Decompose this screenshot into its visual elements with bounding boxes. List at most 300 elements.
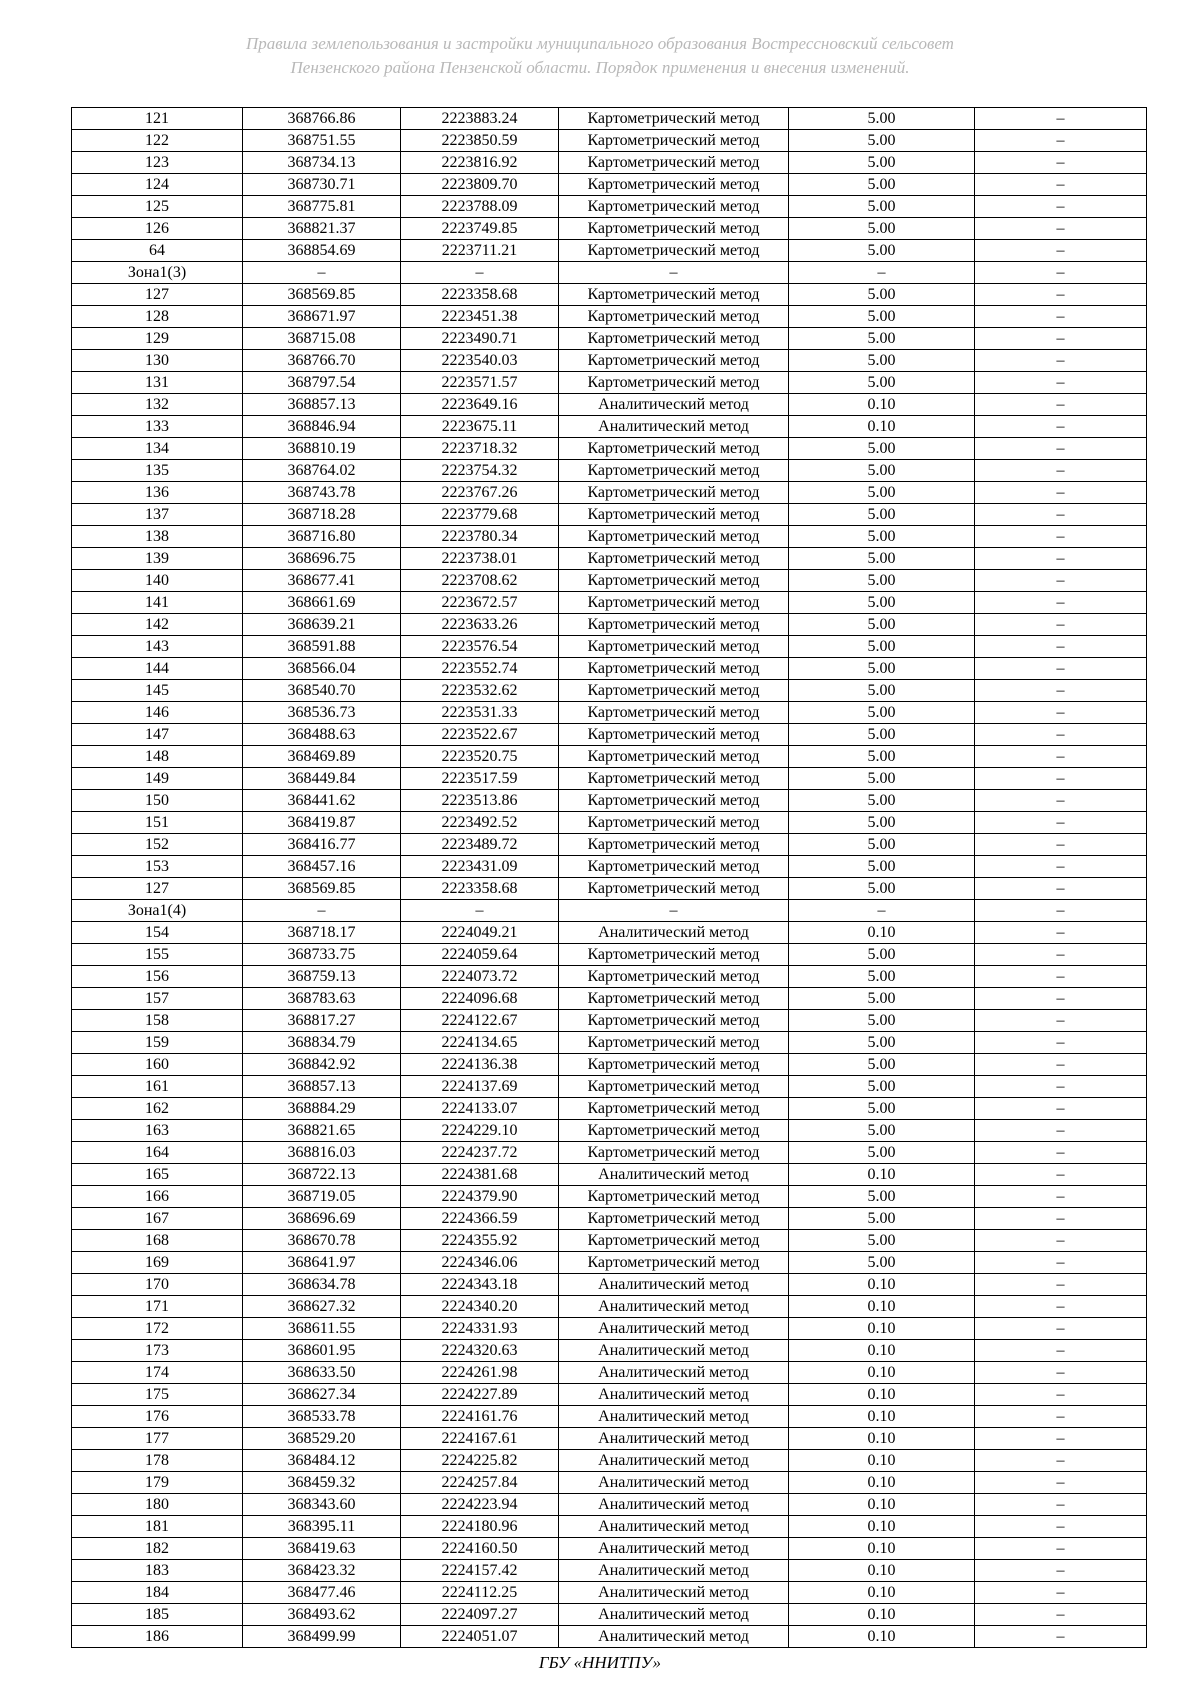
x-coordinate-cell: 368634.78 [243,1274,401,1296]
x-coordinate-cell: 368499.99 [243,1626,401,1648]
point-number-cell: 139 [72,548,243,570]
description-cell: – [975,1472,1147,1494]
y-coordinate-cell: 2223576.54 [401,636,559,658]
table-row [72,812,1147,834]
accuracy-cell: 5.00 [789,196,975,218]
y-coordinate-cell: 2223492.52 [401,812,559,834]
y-coordinate-cell: 2223571.57 [401,372,559,394]
point-number-cell: 183 [72,1560,243,1582]
table-row [72,1516,1147,1538]
description-cell: – [975,1516,1147,1538]
method-cell: Картометрический метод [559,526,789,548]
method-cell: Картометрический метод [559,856,789,878]
table-row [72,834,1147,856]
description-cell: – [975,394,1147,416]
description-cell: – [975,834,1147,856]
x-coordinate-cell: – [243,262,401,284]
description-cell: – [975,460,1147,482]
table-row [72,1230,1147,1252]
y-coordinate-cell: 2224112.25 [401,1582,559,1604]
x-coordinate-cell: 368842.92 [243,1054,401,1076]
point-number-cell: 142 [72,614,243,636]
point-number-cell: 127 [72,878,243,900]
method-cell: Картометрический метод [559,812,789,834]
accuracy-cell: 5.00 [789,1098,975,1120]
accuracy-cell: 5.00 [789,350,975,372]
accuracy-cell: 0.10 [789,416,975,438]
accuracy-cell: 0.10 [789,1538,975,1560]
table-row [72,1560,1147,1582]
description-cell: – [975,636,1147,658]
description-cell: – [975,548,1147,570]
description-cell: – [975,1428,1147,1450]
accuracy-cell: 5.00 [789,152,975,174]
y-coordinate-cell: 2224180.96 [401,1516,559,1538]
x-coordinate-cell: 368821.65 [243,1120,401,1142]
table-row [72,1494,1147,1516]
y-coordinate-cell: 2224331.93 [401,1318,559,1340]
y-coordinate-cell: 2223649.16 [401,394,559,416]
method-cell: Аналитический метод [559,1494,789,1516]
y-coordinate-cell: 2223850.59 [401,130,559,152]
point-number-cell: 64 [72,240,243,262]
x-coordinate-cell: 368627.32 [243,1296,401,1318]
x-coordinate-cell: 368671.97 [243,306,401,328]
y-coordinate-cell: 2224167.61 [401,1428,559,1450]
y-coordinate-cell: 2223358.68 [401,878,559,900]
point-number-cell: 144 [72,658,243,680]
table-row [72,1362,1147,1384]
table-row [72,1472,1147,1494]
table-row [72,240,1147,262]
x-coordinate-cell: 368449.84 [243,768,401,790]
table-row [72,130,1147,152]
method-cell: Картометрический метод [559,680,789,702]
method-cell: Картометрический метод [559,988,789,1010]
x-coordinate-cell: 368854.69 [243,240,401,262]
description-cell: – [975,152,1147,174]
x-coordinate-cell: 368670.78 [243,1230,401,1252]
y-coordinate-cell: 2224133.07 [401,1098,559,1120]
x-coordinate-cell: 368696.75 [243,548,401,570]
description-cell: – [975,1538,1147,1560]
y-coordinate-cell: 2223767.26 [401,482,559,504]
y-coordinate-cell: 2223490.71 [401,328,559,350]
table-row [72,394,1147,416]
table-row [72,548,1147,570]
point-number-cell: 158 [72,1010,243,1032]
description-cell: – [975,1582,1147,1604]
method-cell: Картометрический метод [559,1032,789,1054]
accuracy-cell: 5.00 [789,680,975,702]
point-number-cell: 161 [72,1076,243,1098]
accuracy-cell: 5.00 [789,1076,975,1098]
accuracy-cell: 5.00 [789,1032,975,1054]
table-row [72,900,1147,922]
point-number-cell: 122 [72,130,243,152]
method-cell: Картометрический метод [559,130,789,152]
table-row [72,218,1147,240]
y-coordinate-cell: 2223540.03 [401,350,559,372]
x-coordinate-cell: 368566.04 [243,658,401,680]
accuracy-cell: 5.00 [789,966,975,988]
y-coordinate-cell: 2224261.98 [401,1362,559,1384]
point-number-cell: 155 [72,944,243,966]
point-number-cell: 174 [72,1362,243,1384]
point-number-cell: 157 [72,988,243,1010]
x-coordinate-cell: 368759.13 [243,966,401,988]
accuracy-cell: 5.00 [789,856,975,878]
x-coordinate-cell: 368722.13 [243,1164,401,1186]
x-coordinate-cell: 368857.13 [243,1076,401,1098]
point-number-cell: 181 [72,1516,243,1538]
table-row [72,1164,1147,1186]
table-row [72,944,1147,966]
x-coordinate-cell: 368419.63 [243,1538,401,1560]
y-coordinate-cell: 2224096.68 [401,988,559,1010]
table-row [72,680,1147,702]
point-number-cell: 127 [72,284,243,306]
point-number-cell: 153 [72,856,243,878]
y-coordinate-cell: 2224137.69 [401,1076,559,1098]
method-cell: Картометрический метод [559,1230,789,1252]
y-coordinate-cell: 2223552.74 [401,658,559,680]
table-row [72,966,1147,988]
method-cell: Картометрический метод [559,592,789,614]
point-number-cell: 177 [72,1428,243,1450]
x-coordinate-cell: 368469.89 [243,746,401,768]
method-cell: Картометрический метод [559,702,789,724]
point-number-cell: 167 [72,1208,243,1230]
table-row [72,1252,1147,1274]
method-cell: Аналитический метод [559,1472,789,1494]
point-number-cell: 149 [72,768,243,790]
y-coordinate-cell: 2223489.72 [401,834,559,856]
accuracy-cell: 5.00 [789,1208,975,1230]
accuracy-cell: 5.00 [789,174,975,196]
method-cell: Картометрический метод [559,548,789,570]
x-coordinate-cell: 368627.34 [243,1384,401,1406]
method-cell: Аналитический метод [559,1516,789,1538]
table-row [72,526,1147,548]
point-number-cell: 132 [72,394,243,416]
y-coordinate-cell: 2224049.21 [401,922,559,944]
x-coordinate-cell: 368733.75 [243,944,401,966]
point-number-cell: 179 [72,1472,243,1494]
y-coordinate-cell: 2223809.70 [401,174,559,196]
description-cell: – [975,1406,1147,1428]
y-coordinate-cell: 2224366.59 [401,1208,559,1230]
accuracy-cell: 5.00 [789,306,975,328]
method-cell: Картометрический метод [559,768,789,790]
x-coordinate-cell: 368477.46 [243,1582,401,1604]
method-cell: Картометрический метод [559,966,789,988]
table-row [72,1120,1147,1142]
method-cell: Аналитический метод [559,1296,789,1318]
table-row [72,658,1147,680]
point-number-cell: 172 [72,1318,243,1340]
description-cell: – [975,1230,1147,1252]
method-cell: Картометрический метод [559,878,789,900]
y-coordinate-cell: 2224097.27 [401,1604,559,1626]
table-row [72,108,1147,130]
description-cell: – [975,1208,1147,1230]
x-coordinate-cell: 368484.12 [243,1450,401,1472]
description-cell: – [975,262,1147,284]
description-cell: – [975,416,1147,438]
x-coordinate-cell: 368416.77 [243,834,401,856]
accuracy-cell: 0.10 [789,1450,975,1472]
x-coordinate-cell: 368343.60 [243,1494,401,1516]
method-cell: Аналитический метод [559,1450,789,1472]
accuracy-cell: 5.00 [789,1054,975,1076]
point-number-cell: 171 [72,1296,243,1318]
y-coordinate-cell: 2224237.72 [401,1142,559,1164]
y-coordinate-cell: 2224343.18 [401,1274,559,1296]
method-cell: Картометрический метод [559,658,789,680]
table-row [72,1450,1147,1472]
method-cell: Аналитический метод [559,1340,789,1362]
description-cell: – [975,1604,1147,1626]
y-coordinate-cell: 2223754.32 [401,460,559,482]
description-cell: – [975,1252,1147,1274]
point-number-cell: 141 [72,592,243,614]
method-cell: Картометрический метод [559,196,789,218]
method-cell: Картометрический метод [559,1054,789,1076]
x-coordinate-cell: 368783.63 [243,988,401,1010]
accuracy-cell: 5.00 [789,438,975,460]
point-number-cell: 135 [72,460,243,482]
table-row [72,1384,1147,1406]
description-cell: – [975,702,1147,724]
table-row [72,1428,1147,1450]
table-row [72,1032,1147,1054]
y-coordinate-cell: 2224340.20 [401,1296,559,1318]
table-row [72,350,1147,372]
header-line-2: Пензенского района Пензенской области. Порядок применения и внесения изменений. [290,58,910,77]
y-coordinate-cell: 2223708.62 [401,570,559,592]
table-row [72,1340,1147,1362]
accuracy-cell: 5.00 [789,834,975,856]
table-row [72,1098,1147,1120]
description-cell: – [975,130,1147,152]
point-number-cell: 123 [72,152,243,174]
point-number-cell: 163 [72,1120,243,1142]
y-coordinate-cell: – [401,262,559,284]
description-cell: – [975,1098,1147,1120]
table-row [72,1208,1147,1230]
y-coordinate-cell: 2224051.07 [401,1626,559,1648]
accuracy-cell: – [789,262,975,284]
point-number-cell: 168 [72,1230,243,1252]
x-coordinate-cell: 368540.70 [243,680,401,702]
method-cell: – [559,900,789,922]
x-coordinate-cell: 368719.05 [243,1186,401,1208]
accuracy-cell: 5.00 [789,878,975,900]
table-row [72,790,1147,812]
point-number-cell: 131 [72,372,243,394]
y-coordinate-cell: 2223517.59 [401,768,559,790]
method-cell: Картометрический метод [559,1208,789,1230]
point-number-cell: 138 [72,526,243,548]
method-cell: Картометрический метод [559,174,789,196]
y-coordinate-cell: 2223451.38 [401,306,559,328]
point-number-cell: 154 [72,922,243,944]
x-coordinate-cell: 368764.02 [243,460,401,482]
table-row [72,284,1147,306]
y-coordinate-cell: 2223738.01 [401,548,559,570]
table-row [72,372,1147,394]
x-coordinate-cell: 368766.86 [243,108,401,130]
accuracy-cell: 5.00 [789,812,975,834]
description-cell: – [975,900,1147,922]
point-number-cell: 137 [72,504,243,526]
method-cell: Картометрический метод [559,1076,789,1098]
point-number-cell: 180 [72,1494,243,1516]
method-cell: Аналитический метод [559,1274,789,1296]
y-coordinate-cell: 2223780.34 [401,526,559,548]
x-coordinate-cell: 368821.37 [243,218,401,240]
description-cell: – [975,856,1147,878]
table-row [72,1142,1147,1164]
accuracy-cell: 5.00 [789,328,975,350]
x-coordinate-cell: 368797.54 [243,372,401,394]
x-coordinate-cell: 368775.81 [243,196,401,218]
y-coordinate-cell: 2223431.09 [401,856,559,878]
table-row [72,768,1147,790]
x-coordinate-cell: 368817.27 [243,1010,401,1032]
method-cell: Аналитический метод [559,394,789,416]
table-row [72,416,1147,438]
table-row [72,438,1147,460]
method-cell: – [559,262,789,284]
accuracy-cell: 5.00 [789,944,975,966]
y-coordinate-cell: 2224320.63 [401,1340,559,1362]
description-cell: – [975,1560,1147,1582]
method-cell: Картометрический метод [559,306,789,328]
coordinates-table [71,107,1147,1648]
table-row [72,196,1147,218]
y-coordinate-cell: 2224223.94 [401,1494,559,1516]
accuracy-cell: 5.00 [789,1120,975,1142]
table-row [72,702,1147,724]
x-coordinate-cell: 368569.85 [243,284,401,306]
accuracy-cell: 5.00 [789,636,975,658]
table-row [72,570,1147,592]
method-cell: Картометрический метод [559,350,789,372]
description-cell: – [975,658,1147,680]
accuracy-cell: 0.10 [789,1274,975,1296]
point-number-cell: 150 [72,790,243,812]
accuracy-cell: 5.00 [789,504,975,526]
x-coordinate-cell: 368730.71 [243,174,401,196]
accuracy-cell: 5.00 [789,702,975,724]
method-cell: Аналитический метод [559,1626,789,1648]
table-row [72,152,1147,174]
description-cell: – [975,1296,1147,1318]
description-cell: – [975,1626,1147,1648]
x-coordinate-cell: 368639.21 [243,614,401,636]
accuracy-cell: 5.00 [789,526,975,548]
method-cell: Аналитический метод [559,1318,789,1340]
accuracy-cell: 0.10 [789,1296,975,1318]
description-cell: – [975,966,1147,988]
table-row [72,482,1147,504]
method-cell: Картометрический метод [559,1252,789,1274]
point-number-cell: 121 [72,108,243,130]
point-number-cell: 165 [72,1164,243,1186]
method-cell: Аналитический метод [559,1384,789,1406]
header-line-1: Правила землепользования и застройки муниципального образования Вострессновский сельсовет [246,34,954,53]
table-row [72,504,1147,526]
table-row [72,922,1147,944]
description-cell: – [975,108,1147,130]
accuracy-cell: 0.10 [789,1384,975,1406]
y-coordinate-cell: 2224381.68 [401,1164,559,1186]
point-number-cell: 175 [72,1384,243,1406]
y-coordinate-cell: 2223633.26 [401,614,559,636]
y-coordinate-cell: 2223522.67 [401,724,559,746]
x-coordinate-cell: 368633.50 [243,1362,401,1384]
accuracy-cell: 5.00 [789,658,975,680]
x-coordinate-cell: 368459.32 [243,1472,401,1494]
description-cell: – [975,306,1147,328]
point-number-cell: 124 [72,174,243,196]
table-row [72,306,1147,328]
description-cell: – [975,1450,1147,1472]
accuracy-cell: 0.10 [789,1516,975,1538]
accuracy-cell: 5.00 [789,1252,975,1274]
table-row [72,1626,1147,1648]
x-coordinate-cell: 368569.85 [243,878,401,900]
y-coordinate-cell: 2224136.38 [401,1054,559,1076]
accuracy-cell: 5.00 [789,1010,975,1032]
method-cell: Картометрический метод [559,218,789,240]
method-cell: Аналитический метод [559,1428,789,1450]
accuracy-cell: 5.00 [789,218,975,240]
y-coordinate-cell: 2224134.65 [401,1032,559,1054]
accuracy-cell: 5.00 [789,284,975,306]
description-cell: – [975,878,1147,900]
y-coordinate-cell: 2224346.06 [401,1252,559,1274]
point-number-cell: 162 [72,1098,243,1120]
point-number-cell: 170 [72,1274,243,1296]
y-coordinate-cell: 2224379.90 [401,1186,559,1208]
accuracy-cell: 5.00 [789,1142,975,1164]
y-coordinate-cell: 2224122.67 [401,1010,559,1032]
table-row [72,746,1147,768]
description-cell: – [975,812,1147,834]
point-number-cell: 182 [72,1538,243,1560]
point-number-cell: 178 [72,1450,243,1472]
method-cell: Аналитический метод [559,1406,789,1428]
y-coordinate-cell: 2224257.84 [401,1472,559,1494]
accuracy-cell: 5.00 [789,1186,975,1208]
description-cell: – [975,614,1147,636]
y-coordinate-cell: 2223520.75 [401,746,559,768]
accuracy-cell: 5.00 [789,1230,975,1252]
point-number-cell: 152 [72,834,243,856]
table-row [72,262,1147,284]
point-number-cell: 156 [72,966,243,988]
x-coordinate-cell: 368677.41 [243,570,401,592]
method-cell: Аналитический метод [559,922,789,944]
accuracy-cell: 5.00 [789,240,975,262]
description-cell: – [975,328,1147,350]
point-number-cell: 140 [72,570,243,592]
method-cell: Картометрический метод [559,482,789,504]
description-cell: – [975,570,1147,592]
